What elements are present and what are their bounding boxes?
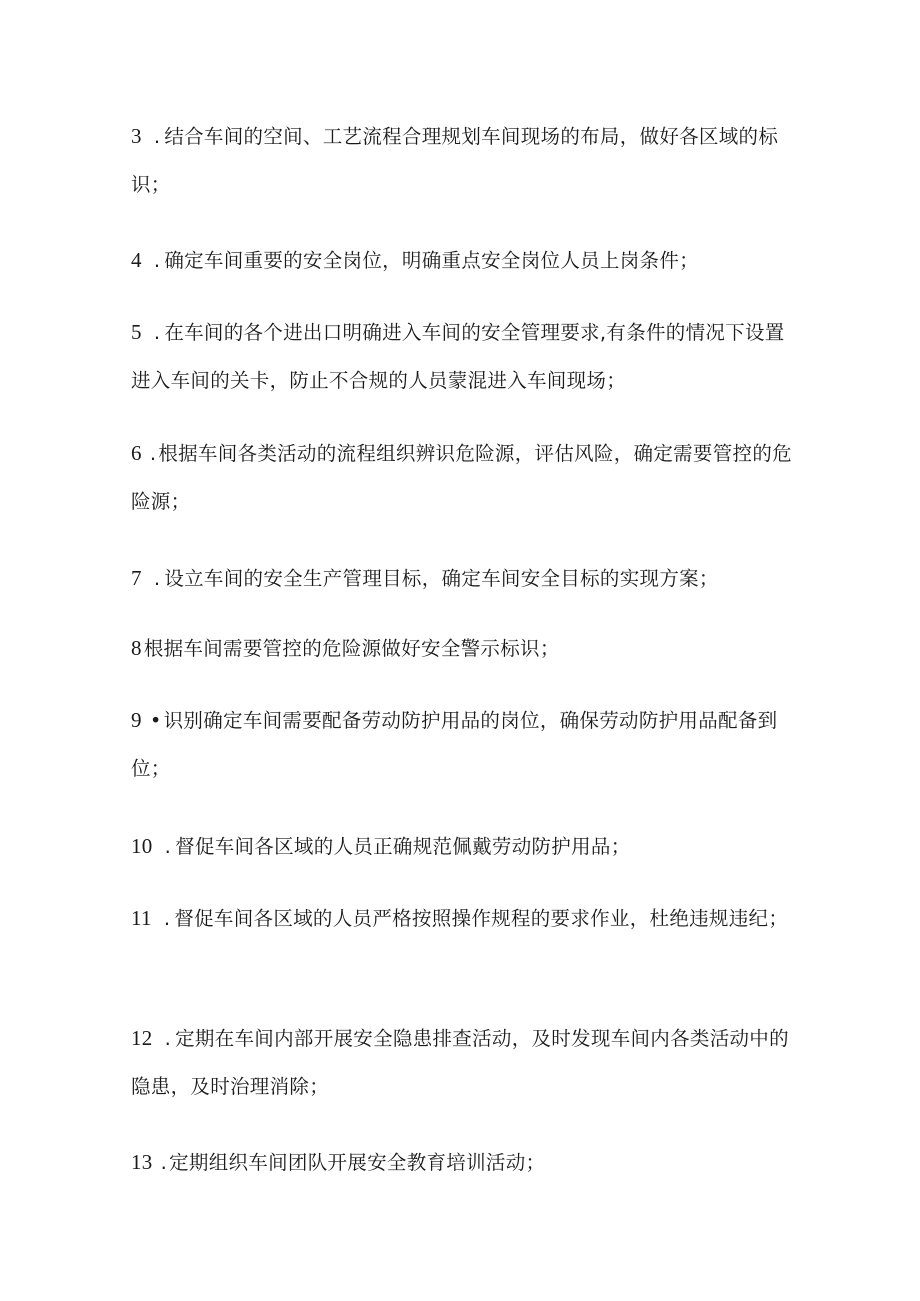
item-text: 设立车间的安全生产管理目标，确定车间安全目标的实现方案； [164,567,719,590]
item-text: 督促车间各区域的人员严格按照操作规程的要求作业，杜绝违规违纪； [174,907,789,930]
list-item [131,696,796,793]
item-number: 12 [131,1026,153,1050]
item-text: 根据车间各类活动的流程组织辨识危险源，评估风险，确定需要管控的危险源； [131,442,792,513]
item-text: 定期组织车间团队开展安全教育培训活动； [169,1151,546,1174]
item-text: 根据车间需要管控的危险源做好安全警示标识； [143,637,560,660]
list-item [131,894,796,943]
item-number: 13 [131,1150,153,1174]
item-number: 10 [131,834,153,858]
item-text: 结合车间的空间、工艺流程合理规划车间现场的布局，做好各区域的标识； [131,125,779,196]
item-separator: . [163,907,171,930]
list-item [131,236,796,285]
item-separator: . [160,1151,168,1174]
item-text: 督促车间各区域的人员正确规范佩戴劳动防护用品； [175,835,631,858]
item-separator: . [153,125,161,148]
item-separator: . [153,567,161,590]
item-text: 识别确定车间需要配备劳动防护用品的岗位，确保劳动防护用品配备到位； [131,709,778,780]
item-number: 4 [131,248,142,272]
item-text: 定期在车间内部开展安全隐患排查活动，及时发现车间内各类活动中的隐患，及时治理消除； [131,1027,789,1098]
item-separator: . [149,442,157,465]
list-item [131,112,796,209]
item-number: 11 [131,906,152,930]
list-item [131,624,796,673]
item-separator: . [153,321,161,344]
item-number: 6 [131,441,142,465]
item-number: 3 [131,124,142,148]
list-item [131,554,796,603]
item-number: 8 [131,636,142,660]
item-number: 7 [131,566,142,590]
item-number: 9 [131,708,142,732]
list-item [131,308,796,405]
item-text: 确定车间重要的安全岗位，明确重点安全岗位人员上岗条件； [164,249,699,272]
item-separator: . [164,835,172,858]
item-number: 5 [131,320,142,344]
item-separator: • [149,709,162,732]
list-item [131,429,796,526]
list-item [131,822,796,871]
item-text: 在车间的各个进出口明确进入车间的安全管理要求,有条件的情况下设置进入车间的关卡，防止不合规的人员蒙混进入车间现场； [131,321,785,392]
list-item [131,1138,796,1187]
item-separator: . [153,249,161,272]
item-separator: . [164,1027,172,1050]
list-item [131,1014,796,1111]
